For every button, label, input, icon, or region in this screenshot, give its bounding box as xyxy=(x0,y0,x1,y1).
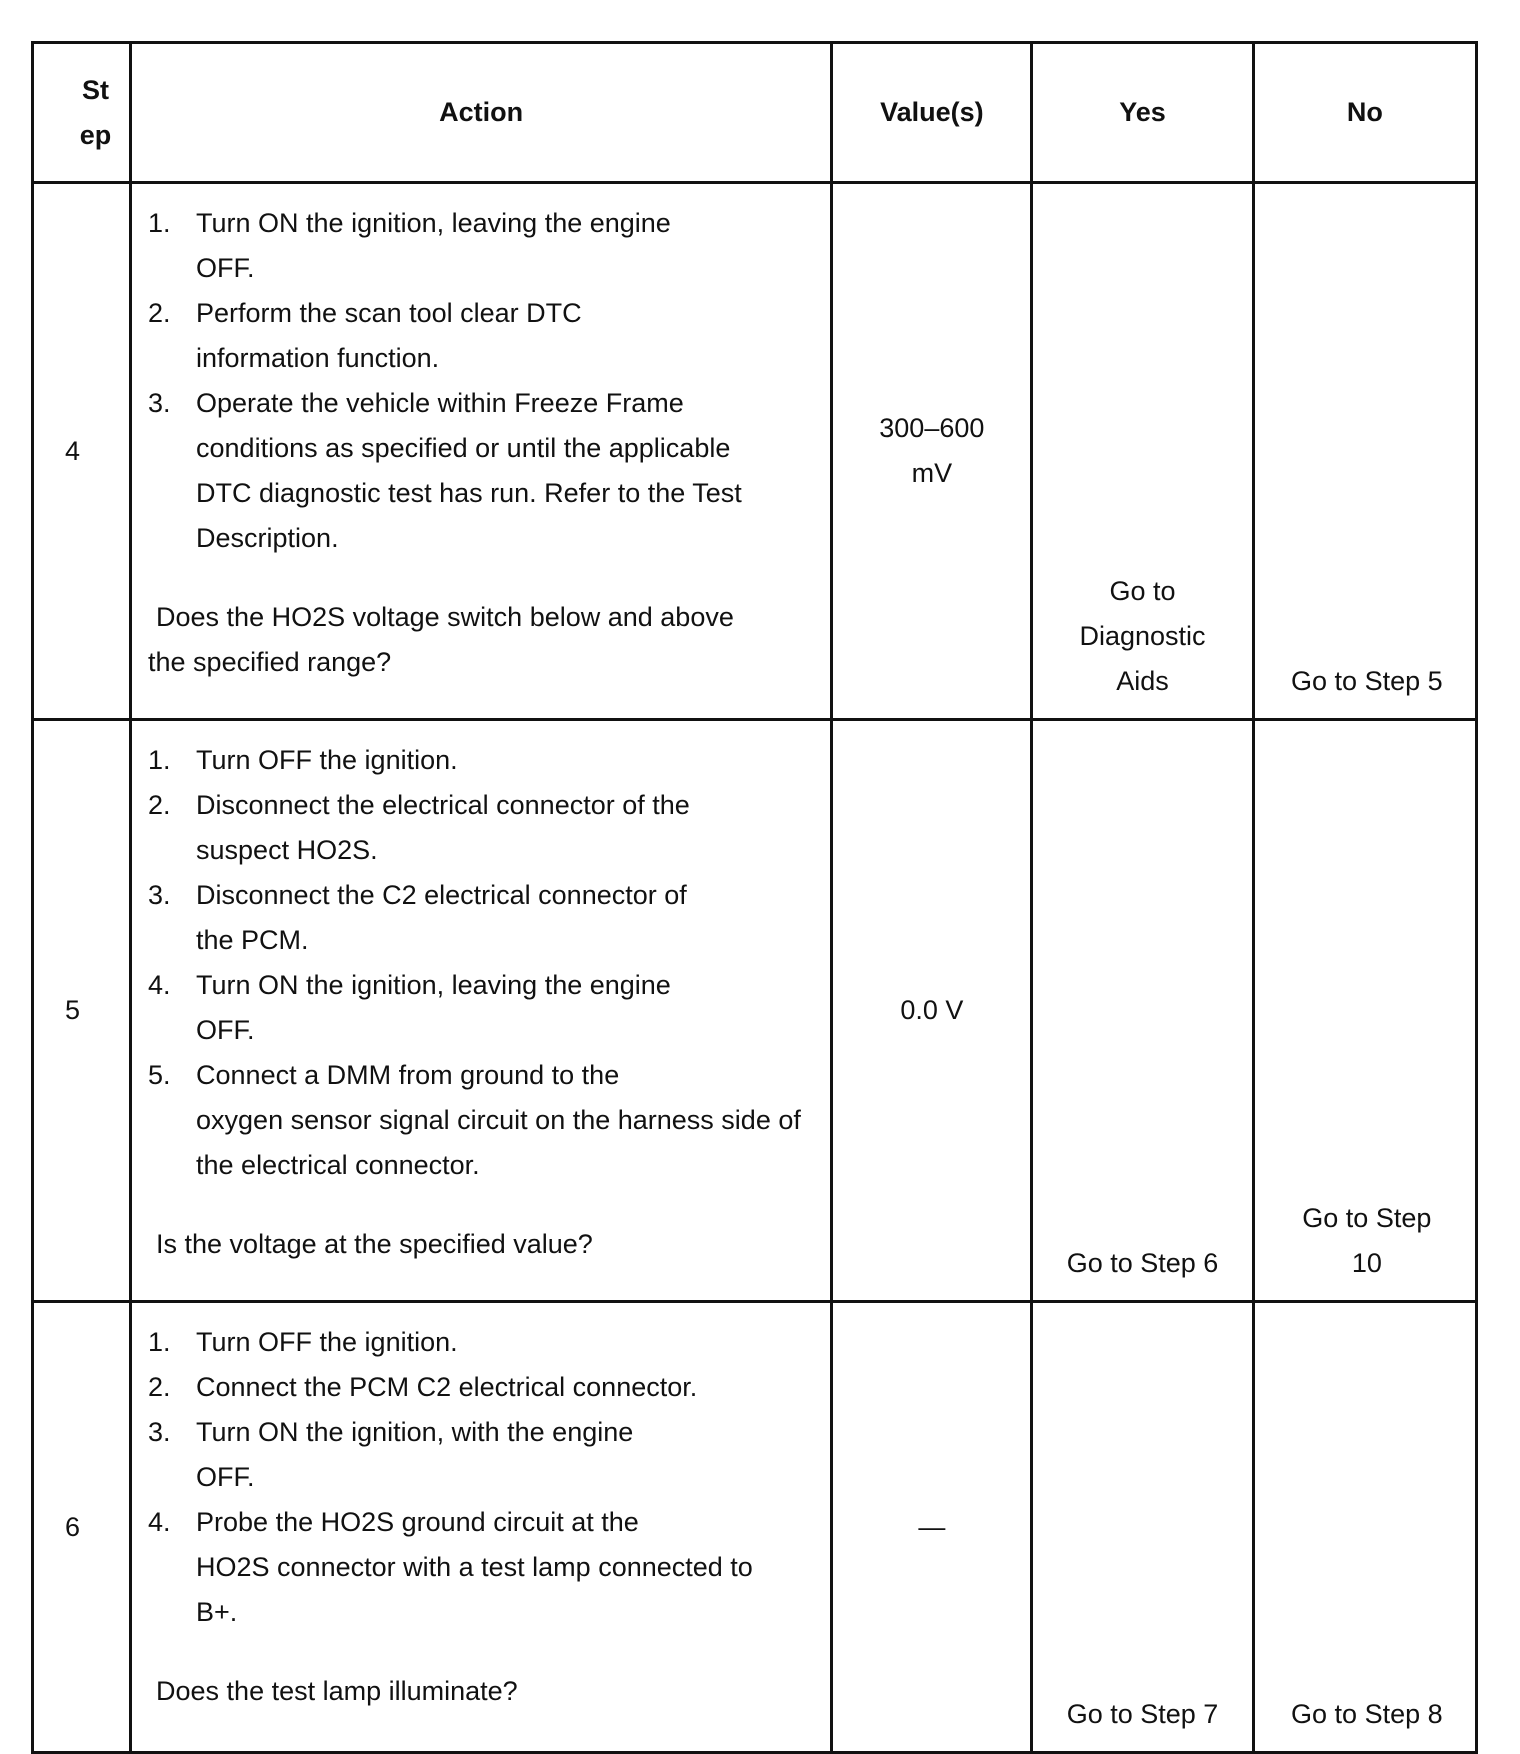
action-line-text: Perform the scan tool clear DTC xyxy=(196,298,582,328)
action-question: Is the voltage at the specified value? xyxy=(156,1229,593,1259)
no-text: Go to Step 5 xyxy=(1291,666,1443,696)
table-row xyxy=(33,183,1477,720)
action-line xyxy=(148,426,820,471)
action-line xyxy=(148,246,820,291)
action-line xyxy=(148,381,820,426)
action-line xyxy=(148,1143,820,1188)
yes-cell xyxy=(1032,1302,1253,1753)
table-row xyxy=(33,1302,1477,1753)
action-question: Does the test lamp illuminate? xyxy=(156,1676,518,1706)
action-line xyxy=(148,783,820,828)
action-line-number: 3. xyxy=(148,1417,171,1447)
action-line-text: OFF. xyxy=(196,1462,255,1492)
step-cell: 4 xyxy=(33,183,131,720)
action-spacer xyxy=(148,561,820,595)
action-line-text: Turn ON the ignition, with the engine xyxy=(196,1417,634,1447)
action-line-number: 3. xyxy=(148,880,171,910)
yes-text: Go to Step 7 xyxy=(1066,1699,1219,1729)
action-line xyxy=(148,1008,820,1053)
action-line-text: Probe the HO2S ground circuit at the xyxy=(196,1507,639,1537)
action-line-text: conditions as specified or until the applicable xyxy=(196,433,731,463)
action-spacer xyxy=(148,1188,820,1222)
action-line-text: Turn OFF the ignition. xyxy=(196,1327,458,1357)
action-line-number: 2. xyxy=(148,1372,171,1402)
action-line-text: Operate the vehicle within Freeze Frame xyxy=(196,388,684,418)
value-cell xyxy=(832,1302,1032,1753)
action-line xyxy=(148,291,820,336)
action-line-text: Turn OFF the ignition. xyxy=(196,745,458,775)
action-line xyxy=(148,1098,820,1143)
action-line xyxy=(148,336,820,381)
action-line xyxy=(148,201,820,246)
action-line-text: the electrical connector. xyxy=(196,1150,480,1180)
action-line-text: OFF. xyxy=(196,253,255,283)
action-question-cont: the specified range? xyxy=(148,647,392,677)
action-line-text: HO2S connector with a test lamp connected to xyxy=(196,1552,753,1582)
value-text: 300–600 mV xyxy=(879,413,985,488)
action-line xyxy=(148,1500,820,1545)
action-line xyxy=(148,1365,820,1410)
header-yes: Yes xyxy=(1032,43,1253,183)
action-line xyxy=(148,1545,820,1590)
action-line-text: DTC diagnostic test has run. Refer to the Test xyxy=(196,478,742,508)
action-line xyxy=(148,1320,820,1365)
action-line-text: Connect the PCM C2 electrical connector. xyxy=(196,1372,698,1402)
yes-text: Go to Diagnostic Aids xyxy=(1079,576,1206,696)
no-cell xyxy=(1253,720,1476,1302)
action-line-number: 2. xyxy=(148,298,171,328)
yes-text: Go to Step 6 xyxy=(1066,1248,1219,1278)
action-line-number: 2. xyxy=(148,790,171,820)
header-row xyxy=(33,43,1477,183)
action-line-number: 1. xyxy=(148,1327,171,1357)
action-line xyxy=(148,1455,820,1500)
action-line xyxy=(148,918,820,963)
no-text: Go to Step 10 xyxy=(1302,1203,1432,1278)
header-step-label: St ep xyxy=(79,74,112,150)
action-line-text: information function. xyxy=(196,343,440,373)
action-line xyxy=(148,828,820,873)
table-row xyxy=(33,720,1477,1302)
no-text: Go to Step 8 xyxy=(1291,1699,1443,1729)
action-line-text: B+. xyxy=(196,1597,238,1627)
step-cell: 6 xyxy=(33,1302,131,1753)
action-line xyxy=(148,516,820,561)
action-line xyxy=(148,1590,820,1635)
value-text: — xyxy=(918,1511,946,1542)
yes-cell xyxy=(1032,720,1253,1302)
action-line xyxy=(148,1053,820,1098)
header-no: No xyxy=(1253,43,1476,183)
action-cell xyxy=(131,1302,832,1753)
action-line-text: Disconnect the C2 electrical connector of xyxy=(196,880,687,910)
action-line xyxy=(148,738,820,783)
action-line xyxy=(148,1410,820,1455)
action-line-text: the PCM. xyxy=(196,925,309,955)
action-line xyxy=(148,873,820,918)
action-cell xyxy=(131,183,832,720)
action-line xyxy=(148,963,820,1008)
action-line-number: 5. xyxy=(148,1060,171,1090)
action-line-text: oxygen sensor signal circuit on the harness side of xyxy=(196,1105,801,1135)
no-cell xyxy=(1253,1302,1476,1753)
action-line-text: suspect HO2S. xyxy=(196,835,378,865)
header-step xyxy=(33,43,131,183)
step-cell: 5 xyxy=(33,720,131,1302)
action-line-number: 1. xyxy=(148,745,171,775)
action-question: Does the HO2S voltage switch below and above xyxy=(156,602,734,632)
action-line-text: Connect a DMM from ground to the xyxy=(196,1060,620,1090)
action-line-text: Disconnect the electrical connector of the xyxy=(196,790,690,820)
action-line-text: Description. xyxy=(196,523,339,553)
action-cell xyxy=(131,720,832,1302)
action-line xyxy=(148,471,820,516)
value-text: 0.0 V xyxy=(900,995,964,1025)
action-line-text: Turn ON the ignition, leaving the engine xyxy=(196,208,671,238)
action-line-number: 4. xyxy=(148,970,171,1000)
header-action: Action xyxy=(131,43,832,183)
action-line-number: 4. xyxy=(148,1507,171,1537)
header-values: Value(s) xyxy=(832,43,1032,183)
action-line-number: 3. xyxy=(148,388,171,418)
action-spacer xyxy=(148,1635,820,1669)
action-line-text: OFF. xyxy=(196,1015,255,1045)
action-line-number: 1. xyxy=(148,208,171,238)
yes-cell xyxy=(1032,183,1253,720)
value-cell xyxy=(832,720,1032,1302)
value-cell xyxy=(832,183,1032,720)
no-cell xyxy=(1253,183,1476,720)
action-line-text: Turn ON the ignition, leaving the engine xyxy=(196,970,671,1000)
diagnostic-table xyxy=(31,41,1478,1754)
